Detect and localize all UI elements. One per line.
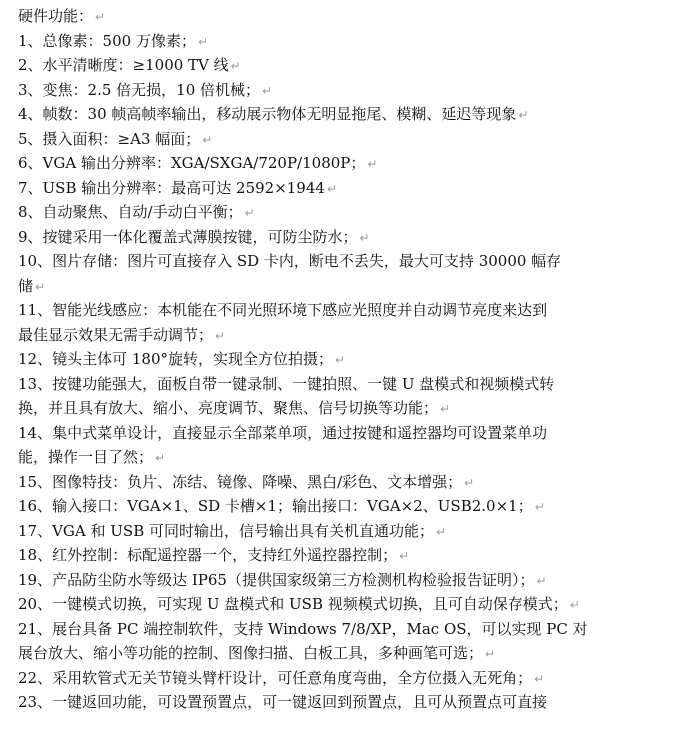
list-item (18, 543, 688, 568)
line-text: 6、VGA 输出分辨率：XGA/SXGA/720P/1080P； (18, 154, 366, 172)
list-item-continuation (18, 641, 688, 666)
list-item (18, 568, 688, 593)
line-text: 10、图片存储：图片可直接存入 SD 卡内，断电不丢失，最大可支持 30000 幅存 (18, 252, 562, 270)
list-item (18, 372, 688, 397)
line-text: 储 (18, 276, 34, 295)
paragraph-mark-icon: ↵ (35, 279, 46, 294)
list-item (18, 249, 688, 274)
paragraph-mark-icon: ↵ (518, 108, 529, 122)
list-item (18, 690, 688, 715)
paragraph-mark-icon: ↵ (359, 230, 370, 245)
line-text: 14、集中式菜单设计，直接显示全部菜单项，通过按键和遥控器均可设置菜单功 (18, 423, 548, 442)
list-item (18, 176, 688, 201)
paragraph-mark-icon: ↵ (399, 549, 410, 563)
list-item (18, 298, 688, 323)
list-item (18, 102, 688, 127)
list-item-continuation (18, 445, 688, 470)
paragraph-mark-icon: ↵ (335, 353, 346, 367)
line-text: 18、红外控制：标配遥控器一个，支持红外遥控器控制； (18, 546, 398, 564)
paragraph-mark-icon: ↵ (464, 475, 475, 490)
list-item (18, 519, 688, 544)
paragraph-mark-icon: ↵ (534, 671, 545, 686)
list-item (18, 151, 688, 176)
paragraph-mark-icon: ↵ (155, 451, 166, 465)
line-text: 3、变焦：2.5 倍无损，10 倍机械； (18, 80, 261, 99)
list-item (18, 78, 688, 103)
paragraph-mark-icon: ↵ (435, 524, 447, 539)
line-text: 19、产品防尘防水等级达 IP65（提供国家级第三方检测机构检验报告证明）； (18, 570, 535, 589)
list-item (18, 421, 688, 446)
line-text: 17、VGA 和 USB 可同时输出，信号输出具有关机直通功能； (18, 521, 434, 540)
list-item (18, 200, 688, 225)
line-text: 1、总像素：500 万像素； (18, 31, 196, 50)
list-item (18, 470, 688, 495)
paragraph-mark-icon: ↵ (95, 10, 106, 24)
list-item (18, 29, 688, 54)
paragraph-mark-icon: ↵ (215, 328, 226, 343)
line-text: 15、图像特技：负片、冻结、镜像、降噪、黑白/彩色、文本增强； (18, 472, 463, 491)
line-text: 展台放大、缩小等功能的控制、图像扫描、白板工具，多种画笔可选； (18, 644, 484, 662)
list-item (18, 53, 688, 78)
line-text: 21、展台具备 PC 端控制软件，支持 Windows 7/8/XP，Mac OS，可以实现 PC 对 (18, 619, 588, 638)
line-text: 8、自动聚焦、自动/手动白平衡； (18, 203, 243, 221)
list-item-continuation (18, 396, 688, 421)
line-text: 12、镜头主体可 180°旋转，实现全方位拍摄； (18, 350, 333, 368)
paragraph-mark-icon: ↵ (197, 34, 209, 49)
paragraph-mark-icon: ↵ (262, 83, 273, 98)
line-text: 22、采用软管式无关节镜头臂杆设计，可任意角度弯曲，全方位摄入无死角； (18, 668, 533, 687)
line-text: 能，操作一目了然； (18, 448, 154, 466)
paragraph-mark-icon: ↵ (440, 402, 451, 416)
list-item (18, 666, 688, 691)
list-item (18, 225, 688, 250)
line-text: 2、水平清晰度：≥1000 TV 线 (18, 56, 229, 74)
list-item (18, 127, 688, 152)
list-item (18, 592, 688, 617)
paragraph-mark-icon: ↵ (534, 500, 545, 514)
line-text: 7、USB 输出分辨率：最高可达 2592×1944 (18, 178, 325, 197)
paragraph-mark-icon: ↵ (367, 157, 378, 171)
line-text: 4、帧数：30 帧高帧率输出，移动展示物体无明显拖尾、模糊、延迟等现象 (18, 105, 517, 123)
list-item (18, 617, 688, 642)
list-item-continuation (18, 274, 688, 299)
line-text: 11、智能光线感应：本机能在不同光照环境下感应光照度并自动调节亮度来达到 (18, 301, 548, 319)
heading-line (18, 4, 688, 29)
paragraph-mark-icon: ↵ (485, 647, 496, 661)
paragraph-mark-icon: ↵ (536, 573, 547, 588)
line-text: 20、一键模式切换，可实现 U 盘模式和 USB 视频模式切换，且可自动保存模式； (18, 595, 568, 613)
line-text: 5、摄入面积：≥A3 幅面； (18, 129, 201, 148)
paragraph-mark-icon: ↵ (326, 181, 337, 196)
line-text: 23、一键返回功能，可设置预置点，可一键返回到预置点，且可从预置点可直接 (18, 693, 548, 711)
line-text: 13、按键功能强大，面板自带一键录制、一键拍照、一键 U 盘模式和视频模式转 (18, 374, 555, 393)
line-text: 9、按键采用一体化覆盖式薄膜按键，可防尘防水； (18, 227, 358, 246)
paragraph-mark-icon: ↵ (230, 59, 241, 73)
paragraph-mark-icon: ↵ (569, 598, 580, 612)
list-item (18, 347, 688, 372)
line-text: 换，并且具有放大、缩小、亮度调节、聚焦、信号切换等功能； (18, 399, 439, 417)
line-text: 16、输入接口：VGA×1、SD 卡槽×1；输出接口：VGA×2、USB2.0×1； (18, 497, 533, 515)
document-body (18, 4, 688, 715)
line-text: 最佳显示效果无需手动调节； (18, 325, 214, 344)
paragraph-mark-icon: ↵ (244, 206, 255, 220)
paragraph-mark-icon: ↵ (202, 132, 213, 147)
list-item (18, 494, 688, 519)
line-text: 硬件功能： (18, 7, 94, 25)
list-item-continuation (18, 323, 688, 348)
